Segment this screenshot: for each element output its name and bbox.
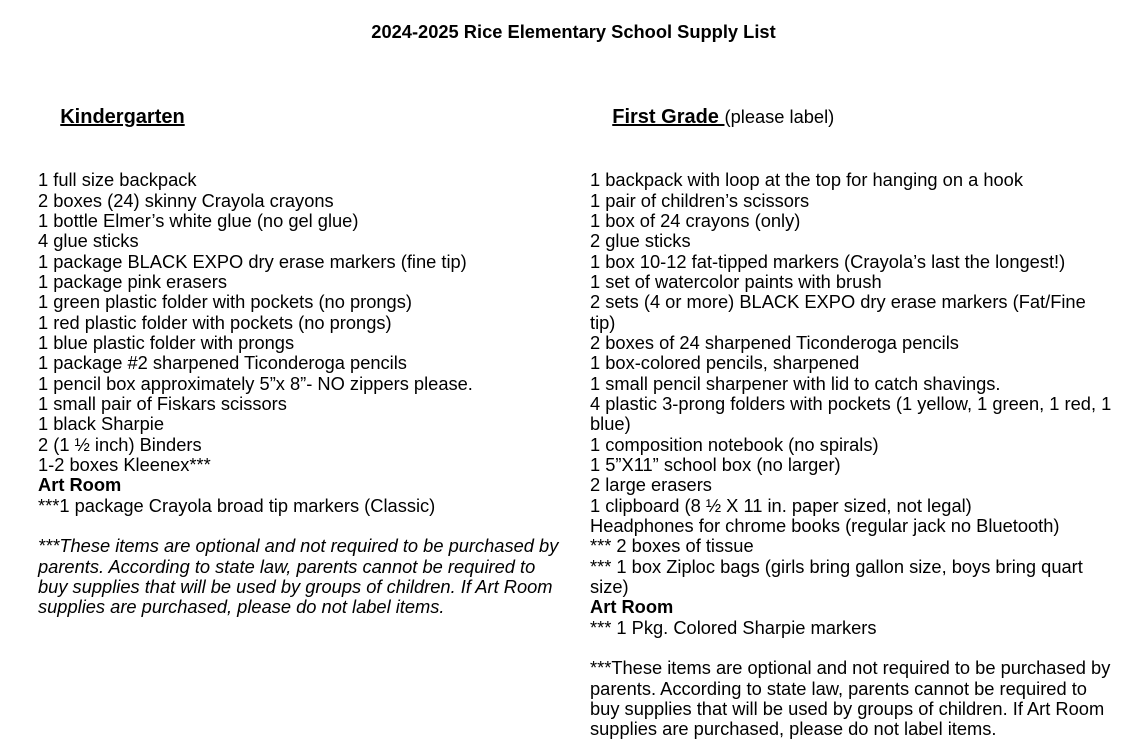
blank-line	[590, 638, 1115, 658]
kindergarten-heading-text: Kindergarten	[60, 106, 185, 128]
list-item: Art Room	[590, 596, 674, 618]
list-item: 2 glue sticks	[590, 230, 691, 252]
list-item: 1 box-colored pencils, sharpened	[590, 352, 860, 374]
list-item: 1 package pink erasers	[38, 270, 228, 292]
list-item: 1 red plastic folder with pockets (no prongs)	[38, 311, 392, 333]
list-item: 4 plastic 3-prong folders with pockets (1 yellow, 1 green, 1 red, 1 blue)	[590, 392, 1112, 435]
page-title: 2024-2025 Rice Elementary School Supply List	[371, 21, 776, 42]
list-item: 1 small pair of Fiskars scissors	[38, 392, 287, 414]
list-item: 1 package BLACK EXPO dry erase markers (fine tip)	[38, 250, 467, 272]
list-item: 1-2 boxes Kleenex***	[38, 453, 211, 475]
list-item: 1 box 10-12 fat-tipped markers (Crayola’s last the longest!)	[590, 250, 1066, 272]
list-item: 1 5”X11” school box (no larger)	[590, 453, 841, 475]
list-item: 2 sets (4 or more) BLACK EXPO dry erase markers (Fat/Fine tip)	[590, 291, 1086, 333]
list-item: 1 blue plastic folder with prongs	[38, 331, 295, 353]
list-item: 1 black Sharpie	[38, 413, 165, 435]
kindergarten-heading	[38, 84, 563, 150]
first-grade-heading	[590, 84, 1115, 150]
list-item: Art Room	[38, 474, 122, 496]
list-item: 2 (1 ½ inch) Binders	[38, 433, 202, 455]
list-item: 1 full size backpack	[38, 169, 197, 191]
list-item: 1 backpack with loop at the top for hanging on a hook	[590, 169, 1023, 191]
list-item: 2 boxes of 24 sharpened Ticonderoga pencils	[590, 331, 959, 353]
kindergarten-item-list	[38, 170, 563, 516]
list-item: 1 set of watercolor paints with brush	[590, 270, 882, 292]
blank-line	[38, 150, 563, 170]
blank-line	[38, 516, 563, 536]
kindergarten-column	[38, 84, 563, 618]
kindergarten-optional-note: ***These items are optional and not required to be purchased by parents. According to state law, parents cannot be required to buy supplies that will be used by groups of children. If Art Room supplies are purchased, please do not label items.	[38, 535, 559, 618]
list-item: *** 2 boxes of tissue	[590, 535, 754, 557]
first-grade-item-list	[590, 170, 1115, 638]
list-item: *** 1 Pkg. Colored Sharpie markers	[590, 616, 877, 638]
list-item: ***1 package Crayola broad tip markers (Classic)	[38, 494, 436, 516]
list-item: 1 clipboard (8 ½ X 11 in. paper sized, not legal)	[590, 494, 972, 516]
list-item: 1 box of 24 crayons (only)	[590, 209, 801, 231]
list-item: 1 green plastic folder with pockets (no prongs)	[38, 291, 412, 313]
list-item: 1 small pencil sharpener with lid to catch shavings.	[590, 372, 1001, 394]
list-item: 1 pair of children’s scissors	[590, 189, 810, 211]
list-item: 1 package #2 sharpened Ticonderoga pencils	[38, 352, 407, 374]
list-item: 4 glue sticks	[38, 230, 139, 252]
blank-line	[590, 150, 1115, 170]
first-grade-column	[590, 84, 1115, 740]
list-item: *** 1 box Ziploc bags (girls bring gallon size, boys bring quart size)	[590, 555, 1083, 597]
list-item: 1 pencil box approximately 5”x 8”- NO zippers please.	[38, 372, 473, 394]
first-grade-heading-suffix: (please label)	[724, 106, 835, 127]
list-item: 2 boxes (24) skinny Crayola crayons	[38, 189, 334, 211]
list-item: Headphones for chrome books (regular jack no Bluetooth)	[590, 514, 1060, 536]
first-grade-optional-note: ***These items are optional and not required to be purchased by parents. According to state law, parents cannot be required to buy supplies that will be used by groups of children. If Art Room supplies are purchased, please do not label items.	[590, 657, 1111, 740]
list-item: 1 composition notebook (no spirals)	[590, 433, 879, 455]
list-item: 1 bottle Elmer’s white glue (no gel glue)	[38, 209, 359, 231]
first-grade-heading-text: First Grade	[612, 106, 725, 128]
list-item: 2 large erasers	[590, 474, 712, 496]
